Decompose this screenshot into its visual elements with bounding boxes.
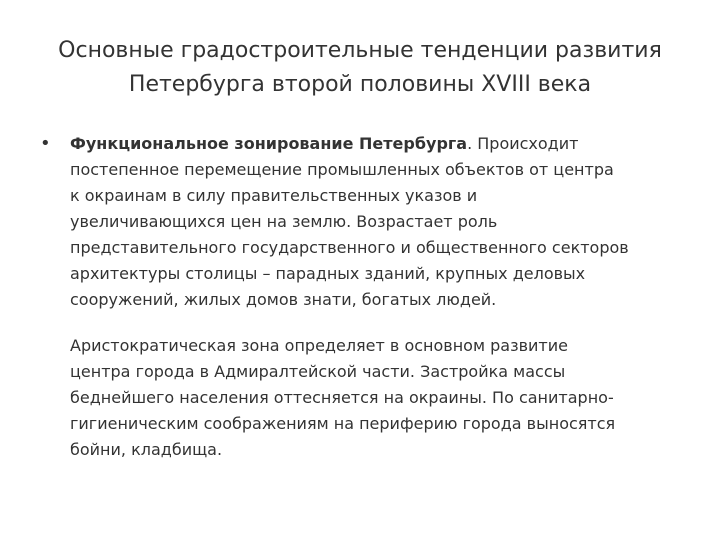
bullet-heading: Функциональное зонирование Петербурга: [70, 134, 468, 153]
paragraph2-line-5: бойни, кладбища.: [70, 440, 223, 459]
bullet-line-6: архитектуры столицы – парадных зданий, крупных деловых: [70, 264, 586, 283]
paragraph2-line-4: гигиеническим соображениям на периферию города выносятся: [70, 414, 616, 433]
bullet-line-5: представительного государственного и общественного секторов: [70, 238, 629, 257]
bullet-line-2: постепенное перемещение промышленных объектов от центра: [70, 160, 614, 179]
bullet-line-1-text: . Происходит: [467, 134, 579, 153]
bullet-marker: •: [40, 133, 51, 154]
slide-title: [36, 34, 684, 102]
bullet-line-4: увеличивающихся цен на землю. Возрастает роль: [70, 212, 498, 231]
second-paragraph: [36, 333, 692, 463]
title-line-1: Основные градостроительные тенденции развития: [58, 38, 662, 63]
paragraph2-line-2: центра города в Адмиралтейской части. Застройка массы: [70, 362, 566, 381]
bullet-line-3: к окраинам в силу правительственных указов и: [70, 186, 478, 205]
bullet-item: [36, 131, 692, 313]
paragraph2-line-1: Аристократическая зона определяет в основном развитие: [70, 336, 568, 355]
slide-body: [36, 131, 692, 463]
bullet-line-1: [70, 131, 692, 157]
bullet-line-7: сооружений, жилых домов знати, богатых людей.: [70, 290, 497, 309]
title-line-2: Петербурга второй половины XVIII века: [128, 72, 592, 97]
paragraph2-line-3: беднейшего населения оттесняется на окраины. По санитарно-: [70, 388, 614, 407]
